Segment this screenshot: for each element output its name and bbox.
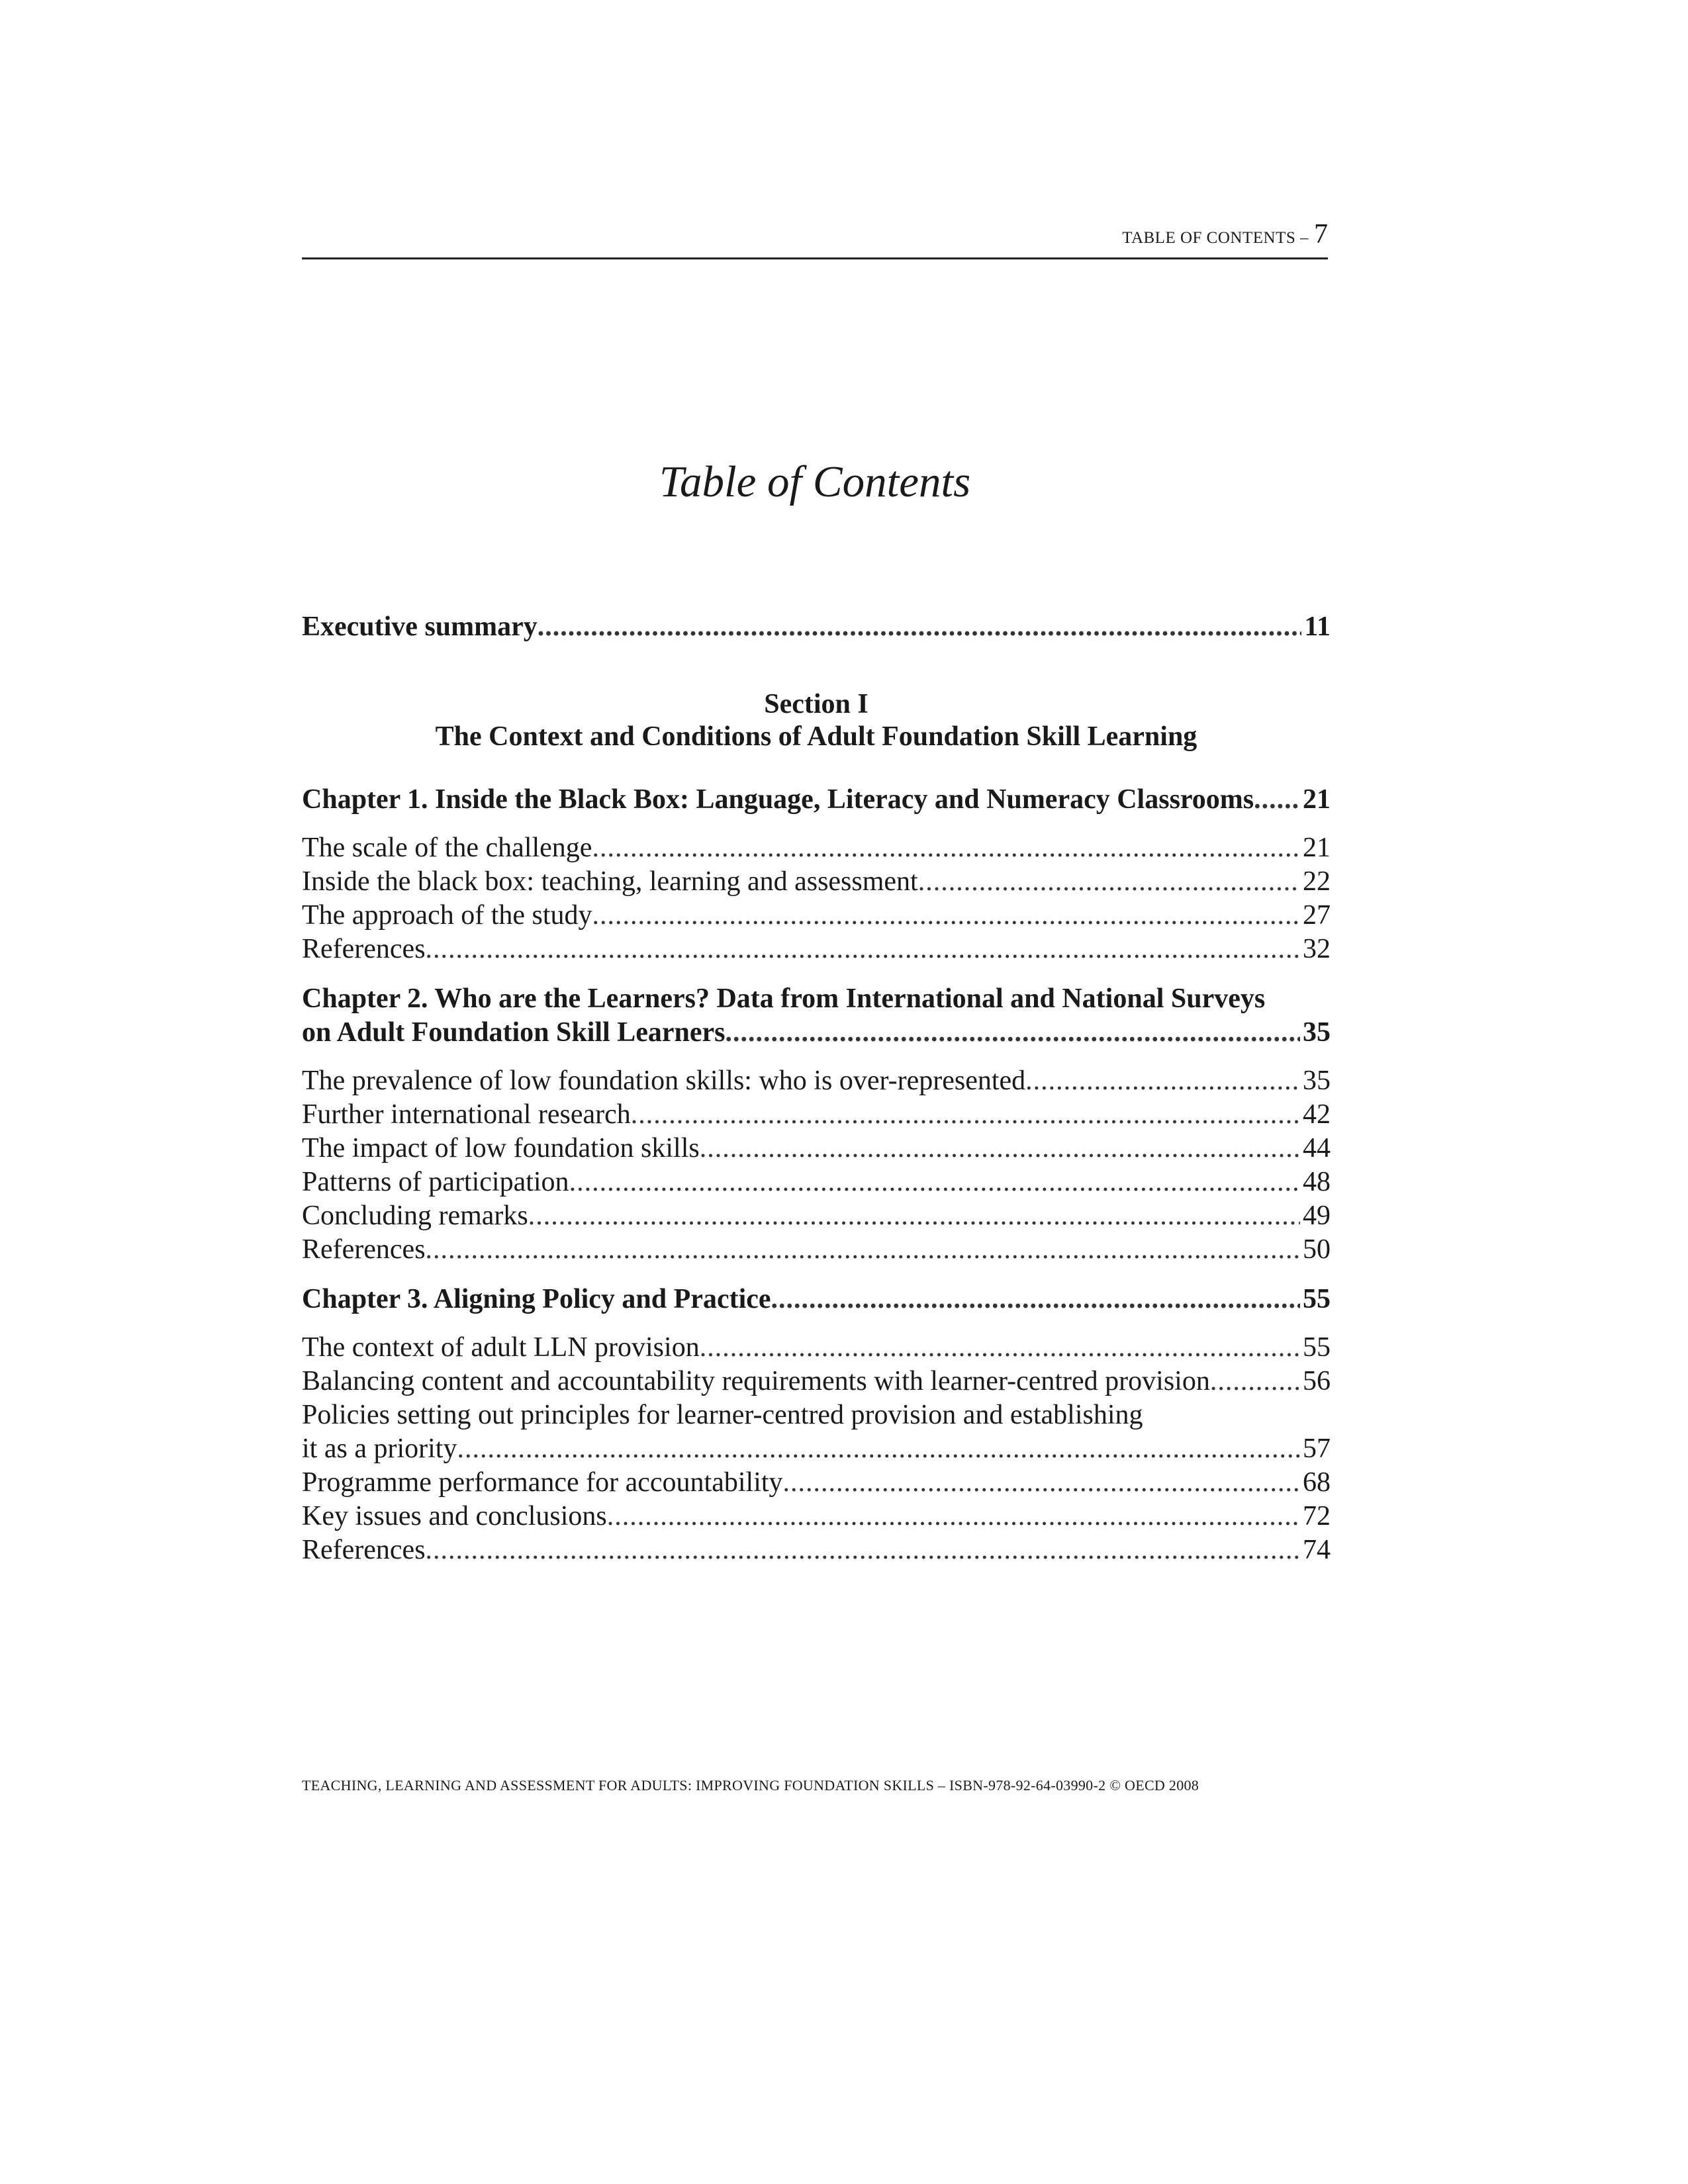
toc-entry-page: 49 bbox=[1303, 1201, 1331, 1231]
toc-entry-label: it as a priority bbox=[302, 1433, 457, 1464]
section-title: The Context and Conditions of Adult Foundation Skill Learning bbox=[435, 721, 1197, 752]
toc-entry-label: The context of adult LLN provision bbox=[302, 1332, 700, 1363]
toc-entry-page: 57 bbox=[1303, 1433, 1331, 1464]
toc-chapter-page: 21 bbox=[1303, 784, 1331, 815]
toc-entry-page: 50 bbox=[1303, 1234, 1331, 1265]
running-title: TABLE OF CONTENTS – bbox=[1122, 229, 1309, 247]
toc-entry[interactable] bbox=[302, 1500, 1331, 1533]
leader-dots bbox=[538, 610, 1302, 644]
toc-entry-label: The scale of the challenge bbox=[302, 833, 592, 863]
toc-entry[interactable] bbox=[302, 1466, 1331, 1500]
leader-dots bbox=[700, 1331, 1300, 1365]
leader-dots bbox=[607, 1500, 1300, 1533]
toc-entry-page: 74 bbox=[1303, 1535, 1331, 1565]
toc-entry-label: Executive summary bbox=[302, 612, 538, 642]
toc-entry-label: Patterns of participation bbox=[302, 1167, 569, 1197]
toc-entry[interactable] bbox=[302, 1365, 1331, 1398]
toc-entry[interactable] bbox=[302, 1331, 1331, 1365]
toc-entry-page: 56 bbox=[1303, 1366, 1331, 1396]
toc-entry[interactable] bbox=[302, 831, 1331, 865]
toc-entry[interactable] bbox=[302, 1098, 1331, 1132]
leader-dots bbox=[1254, 783, 1300, 817]
toc-entry-label: The impact of low foundation skills bbox=[302, 1133, 700, 1163]
page-footer: TEACHING, LEARNING AND ASSESSMENT FOR ADULTS: IMPROVING FOUNDATION SKILLS – ISBN-978-92-64-03990-2 © OECD 2008 bbox=[302, 1777, 1199, 1794]
toc-entry-page: 11 bbox=[1304, 612, 1331, 642]
toc-entry[interactable] bbox=[302, 1064, 1331, 1098]
leader-dots bbox=[569, 1165, 1300, 1199]
page-number: 7 bbox=[1314, 219, 1328, 250]
toc-chapter-3[interactable] bbox=[302, 1283, 1331, 1316]
leader-dots bbox=[426, 1533, 1300, 1567]
toc-entry-page: 44 bbox=[1303, 1133, 1331, 1163]
toc-entry-page: 55 bbox=[1303, 1332, 1331, 1363]
toc-chapter-page: 55 bbox=[1303, 1284, 1331, 1314]
toc-chapter-label: on Adult Foundation Skill Learners bbox=[302, 1017, 726, 1048]
toc-chapter-2-line1[interactable]: Chapter 2. Who are the Learners? Data from International and National Surveys bbox=[302, 983, 1266, 1014]
toc-entry-label: Programme performance for accountability bbox=[302, 1467, 783, 1498]
toc-entry-page: 22 bbox=[1303, 866, 1331, 897]
toc-entry[interactable] bbox=[302, 1132, 1331, 1165]
toc-entry[interactable] bbox=[302, 1199, 1331, 1233]
toc-entry-page: 32 bbox=[1303, 934, 1331, 964]
leader-dots bbox=[457, 1432, 1300, 1466]
toc-entry-label: Balancing content and accountability requirements with learner-centred provision bbox=[302, 1366, 1210, 1396]
leader-dots bbox=[631, 1098, 1300, 1132]
section-number: Section I bbox=[764, 689, 868, 719]
leader-dots bbox=[426, 1233, 1300, 1267]
leader-dots bbox=[592, 899, 1300, 933]
toc-chapter-page: 35 bbox=[1303, 1017, 1331, 1048]
toc-chapter-2[interactable] bbox=[302, 1016, 1331, 1050]
leader-dots bbox=[1025, 1064, 1300, 1098]
leader-dots bbox=[1210, 1365, 1300, 1398]
toc-entry-label: References bbox=[302, 1535, 426, 1565]
toc-entry[interactable] bbox=[302, 1533, 1331, 1567]
leader-dots bbox=[771, 1283, 1300, 1316]
toc-entry-label: Concluding remarks bbox=[302, 1201, 528, 1231]
toc-entry-label: References bbox=[302, 934, 426, 964]
toc-entry-executive-summary[interactable] bbox=[302, 610, 1331, 644]
leader-dots bbox=[528, 1199, 1300, 1233]
leader-dots bbox=[726, 1016, 1301, 1050]
toc-entry[interactable] bbox=[302, 1432, 1331, 1466]
toc-entry[interactable] bbox=[302, 899, 1331, 933]
toc-chapter-label: Chapter 1. Inside the Black Box: Language, Literacy and Numeracy Classrooms bbox=[302, 784, 1254, 815]
leader-dots bbox=[918, 865, 1300, 899]
toc-chapter-1[interactable] bbox=[302, 783, 1331, 817]
toc-entry-label: References bbox=[302, 1234, 426, 1265]
toc-entry-label: Further international research bbox=[302, 1099, 631, 1130]
toc-entry[interactable] bbox=[302, 1165, 1331, 1199]
toc-entry-page: 68 bbox=[1303, 1467, 1331, 1498]
leader-dots bbox=[783, 1466, 1300, 1500]
table-of-contents bbox=[302, 610, 1331, 1567]
leader-dots bbox=[426, 933, 1300, 966]
toc-entry-page: 35 bbox=[1303, 1066, 1331, 1096]
toc-chapter-label: Chapter 3. Aligning Policy and Practice bbox=[302, 1284, 771, 1314]
toc-entry-page: 42 bbox=[1303, 1099, 1331, 1130]
toc-entry-label: Key issues and conclusions bbox=[302, 1501, 607, 1531]
toc-entry-label: Inside the black box: teaching, learning and assessment bbox=[302, 866, 918, 897]
leader-dots bbox=[592, 831, 1300, 865]
toc-entry[interactable] bbox=[302, 865, 1331, 899]
page-title: Table of Contents bbox=[659, 457, 971, 506]
toc-entry-label: The approach of the study bbox=[302, 900, 592, 931]
page-header bbox=[302, 218, 1328, 259]
toc-entry[interactable] bbox=[302, 933, 1331, 966]
toc-entry-continued-line[interactable]: Policies setting out principles for learner-centred provision and establishing bbox=[302, 1400, 1143, 1430]
toc-entry-page: 48 bbox=[1303, 1167, 1331, 1197]
toc-entry-label: The prevalence of low foundation skills: who is over-represented bbox=[302, 1066, 1026, 1096]
toc-entry-page: 21 bbox=[1303, 833, 1331, 863]
leader-dots bbox=[700, 1132, 1300, 1165]
toc-entry[interactable] bbox=[302, 1233, 1331, 1267]
section-heading bbox=[302, 688, 1331, 753]
toc-entry-page: 72 bbox=[1303, 1501, 1331, 1531]
toc-entry-page: 27 bbox=[1303, 900, 1331, 931]
